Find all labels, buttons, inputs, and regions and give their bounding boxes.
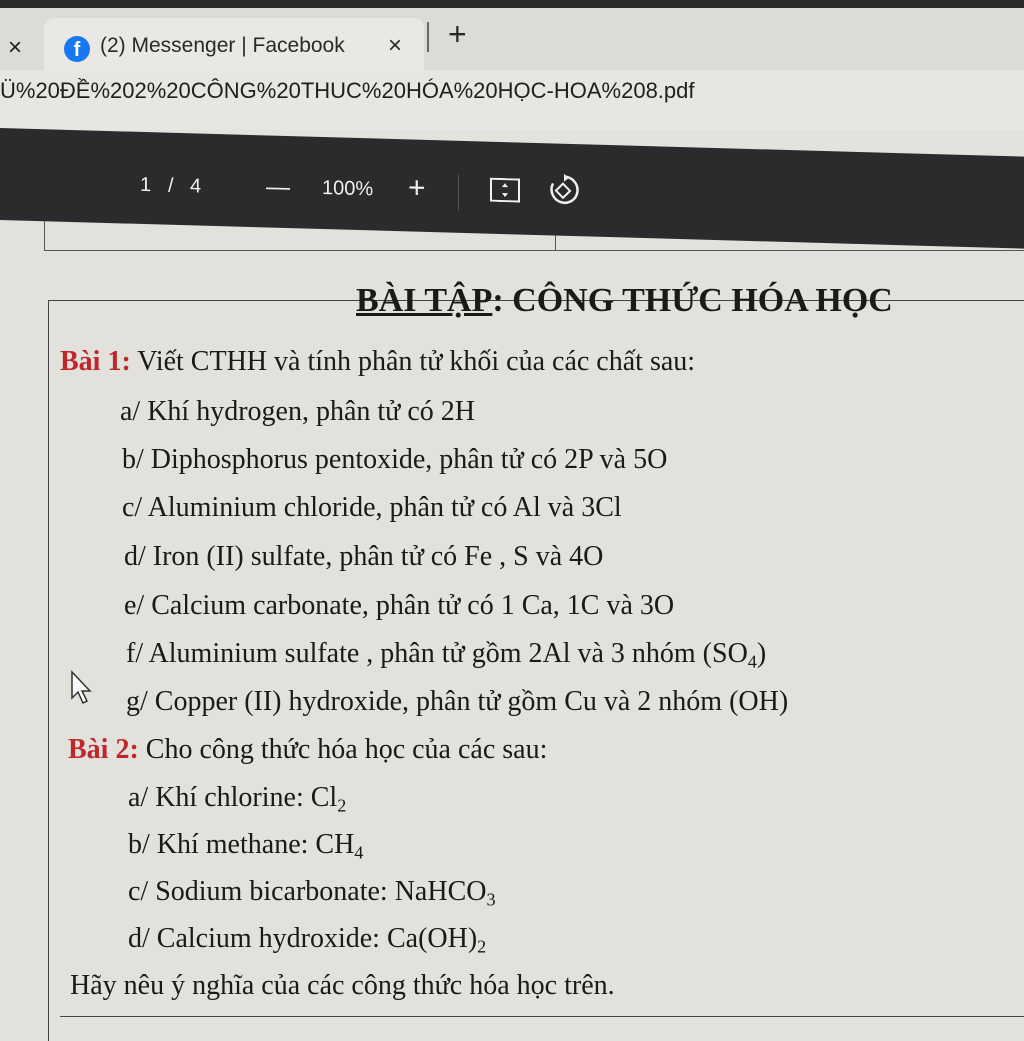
tab-title: (2) Messenger | Facebook [100,34,345,57]
list-item: g/ Copper (II) hydroxide, phân tử gồm Cu và 2 nhóm (OH) [126,686,789,717]
box-bottom-border [60,1016,1024,1017]
list-item: a/ Khí chlorine: $Cl_2$ [128,782,347,816]
page-current-input[interactable]: 1 [140,173,152,197]
list-item: e/ Calcium carbonate, phân tử có 1 Ca, 1C và 3O [124,590,675,621]
list-item: b/ Khí methane: $CH_4$ [128,829,364,863]
page-total: 4 [190,175,202,198]
list-item: f/ Aluminium sulfate , phân tử gồm 2Al và 3 nhóm $(SO_4)$ [126,638,767,672]
tab-separator [427,22,429,52]
list-item: c/ Aluminium chloride, phân tử có Al và 3Cl [122,492,622,523]
question-1-label: Bài 1: [60,346,131,377]
list-item: b/ Diphosphorus pentoxide, phân tử có 2P và 5O [122,444,668,475]
question-2-text: Cho công thức hóa học của các sau: [138,734,548,765]
list-item: d/ Iron (II) sulfate, phân tử có Fe , S và 4O [124,541,604,572]
facebook-icon: f [64,36,90,62]
new-tab-button[interactable]: + [448,16,467,52]
closing-instruction: Hãy nêu ý nghĩa của các công thức hóa học trên. [70,970,615,1001]
url-text[interactable]: Ü%20ĐỀ%202%20CÔNG%20THUC%20HÓA%20HỌC-HOA%208.pdf [0,78,695,103]
page-separator: / [168,174,174,197]
zoom-in-button[interactable]: + [408,171,426,205]
question-2-label: Bài 2: [68,734,139,765]
list-item: a/ Khí hydrogen, phân tử có 2H [120,396,475,427]
address-bar[interactable] [0,70,1024,130]
tab-messenger[interactable] [44,18,424,70]
question-1-text: Viết CTHH và tính phân tử khối của các chất sau: [130,346,696,377]
zoom-level[interactable]: 100% [322,176,374,201]
fit-page-icon[interactable] [490,178,520,203]
window-top-edge [0,0,1024,8]
list-item: c/ Sodium bicarbonate: NaHCO$_3$ [128,876,496,910]
toolbar-divider [458,175,459,211]
browser-tab-strip [0,0,1024,70]
tab-close-icon[interactable]: × [388,32,403,59]
rotate-icon[interactable] [548,173,580,208]
question-2-heading [68,734,547,766]
question-1-heading [60,346,695,378]
document-title: BÀI TẬP: CÔNG THỨC HÓA HỌC [356,282,893,319]
zoom-out-button[interactable]: — [266,173,290,202]
mouse-cursor-icon [70,670,94,706]
previous-tab-close-icon[interactable]: × [8,34,23,61]
list-item: d/ Calcium hydroxide: $Ca(OH)_2$ [128,923,487,957]
